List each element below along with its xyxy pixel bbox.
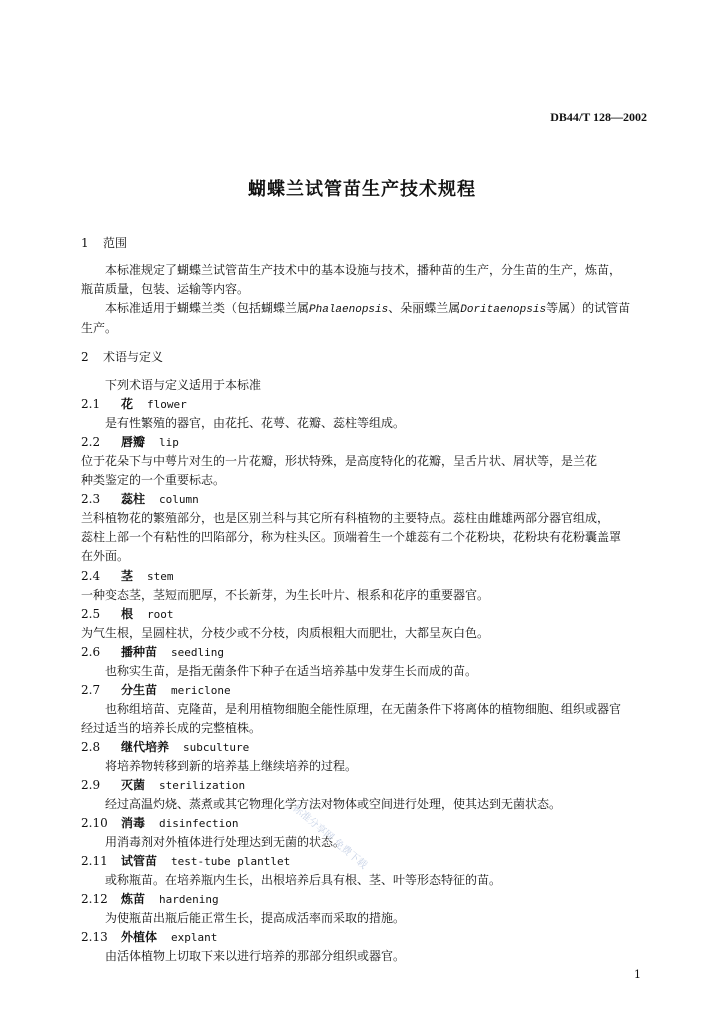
term-chinese: 茎: [121, 569, 134, 583]
paragraph-line: 瓶苗质量，包装、运输等内容。: [81, 282, 250, 296]
term-number: 2.2: [81, 435, 101, 449]
term-english: disinfection: [159, 817, 239, 830]
term-definition: 经过高温灼烧、蒸煮或其它物理化学方法对物体或空间进行处理，使其达到无菌状态。: [105, 797, 562, 811]
term-definition: 蕊柱上部一个有粘性的凹陷部分，称为柱头区。顶端着生一个雄蕊有二个花粉块，花粉块有花粉囊盖罩: [81, 530, 622, 544]
term-number: 2.8: [81, 740, 101, 754]
document-title: 蝴蝶兰试管苗生产技术规程: [248, 179, 476, 200]
term-heading: [81, 436, 179, 449]
text-run: 本标准适用于蝴蝶兰类（包括蝴蝶兰属: [105, 301, 310, 315]
section-number: 1: [81, 236, 89, 250]
term-heading: [81, 608, 174, 621]
term-heading: [81, 931, 217, 944]
term-definition: 在外面。: [81, 549, 130, 563]
term-english: root: [147, 608, 174, 621]
text-run: 、朵丽蝶兰属: [388, 301, 461, 315]
term-chinese: 分生苗: [121, 683, 158, 697]
section-title: 术语与定义: [103, 350, 164, 364]
term-chinese: 花: [121, 397, 134, 411]
term-english: subculture: [183, 741, 250, 754]
term-definition: 或称瓶苗。在培养瓶内生长，出根培养后具有根、茎、叶等形态特征的苗。: [105, 873, 502, 887]
term-english: seedling: [171, 646, 224, 659]
term-definition: 位于花朵下与中萼片对生的一片花瓣，形状特殊，是高度特化的花瓣，呈舌片状、屑状等，是兰花: [81, 454, 598, 468]
term-number: 2.5: [81, 607, 101, 621]
term-english: lip: [159, 436, 179, 449]
term-heading: [81, 817, 239, 830]
term-english: mericlone: [171, 684, 231, 697]
section-heading-terms: [81, 351, 163, 363]
term-definition: 为使瓶苗出瓶后能正常生长，提高成活率而采取的措施。: [105, 911, 406, 925]
term-chinese: 蕊柱: [121, 492, 146, 506]
section-title: 范围: [103, 236, 128, 250]
term-number: 2.11: [81, 854, 108, 868]
term-definition: 种类鉴定的一个重要标志。: [81, 473, 226, 487]
term-heading: [81, 855, 290, 868]
term-english: sterilization: [159, 779, 246, 792]
term-chinese: 灭菌: [121, 778, 146, 792]
latin-genus: Phalaenopsis: [309, 304, 389, 316]
term-definition: 也称组培苗、克隆苗，是利用植物细胞全能性原理，在无菌条件下将离体的植物细胞、组织或器官: [105, 702, 622, 716]
page-number: 1: [634, 968, 641, 981]
term-english: column: [159, 493, 199, 506]
term-chinese: 外植体: [121, 930, 158, 944]
term-number: 2.1: [81, 397, 101, 411]
term-heading: [81, 570, 174, 583]
paragraph-line: 生产。: [81, 321, 118, 335]
term-definition: 由活体植物上切取下来以进行培养的那部分组织或器官。: [105, 949, 406, 963]
latin-genus: Doritaenopsis: [460, 304, 547, 316]
term-number: 2.3: [81, 492, 101, 506]
watermark: 标准分享网 免费下载: [290, 803, 369, 872]
term-number: 2.9: [81, 778, 101, 792]
term-number: 2.10: [81, 816, 108, 830]
term-heading: [81, 893, 219, 906]
term-definition: 一种变态茎，茎短而肥厚，不长新芽，为生长叶片、根系和花序的重要器官。: [81, 588, 490, 602]
paragraph-line: 本标准规定了蝴蝶兰试管苗生产技术中的基本设施与技术，播种苗的生产，分生苗的生产，炼苗，: [105, 263, 622, 277]
paragraph-line: [105, 302, 630, 316]
standard-code: DB44/T 128—2002: [550, 110, 647, 124]
term-heading: [81, 398, 187, 411]
term-chinese: 炼苗: [121, 892, 146, 906]
term-chinese: 消毒: [121, 816, 146, 830]
term-english: flower: [147, 398, 187, 411]
term-english: stem: [147, 570, 174, 583]
term-definition: 也称实生苗，是指无菌条件下种子在适当培养基中发芽生长而成的苗。: [105, 664, 478, 678]
term-heading: [81, 493, 199, 506]
term-heading: [81, 646, 224, 659]
term-number: 2.6: [81, 645, 101, 659]
term-chinese: 继代培养: [121, 740, 170, 754]
term-definition: 为气生根，呈圆柱状，分枝少或不分枝，肉质根粗大而肥壮，大都呈灰白色。: [81, 626, 490, 640]
term-english: explant: [171, 931, 218, 944]
term-number: 2.12: [81, 892, 108, 906]
text-run: 等属）的试管苗: [546, 301, 631, 315]
term-english: test-tube plantlet: [171, 855, 291, 868]
term-number: 2.7: [81, 683, 101, 697]
term-chinese: 根: [121, 607, 134, 621]
term-heading: [81, 741, 249, 754]
section-heading-scope: [81, 237, 127, 249]
term-definition: 将培养物转移到新的培养基上继续培养的过程。: [105, 759, 358, 773]
term-chinese: 试管苗: [121, 854, 158, 868]
term-number: 2.13: [81, 930, 108, 944]
term-definition: 是有性繁殖的器官，由花托、花萼、花瓣、蕊柱等组成。: [105, 416, 406, 430]
term-number: 2.4: [81, 569, 101, 583]
term-definition: 兰科植物花的繁殖部分，也是区别兰科与其它所有科植物的主要特点。蕊柱由雌雄两部分器官组成，: [81, 511, 610, 525]
section-number: 2: [81, 350, 89, 364]
term-chinese: 唇瓣: [121, 435, 146, 449]
term-definition: 经过适当的培养长成的完整植株。: [81, 721, 262, 735]
term-definition: 用消毒剂对外植体进行处理达到无菌的状态。: [105, 835, 346, 849]
term-heading: [81, 779, 245, 792]
term-heading: [81, 684, 231, 697]
term-english: hardening: [159, 893, 219, 906]
section-intro: 下列术语与定义适用于本标准: [105, 378, 262, 392]
term-chinese: 播种苗: [121, 645, 158, 659]
